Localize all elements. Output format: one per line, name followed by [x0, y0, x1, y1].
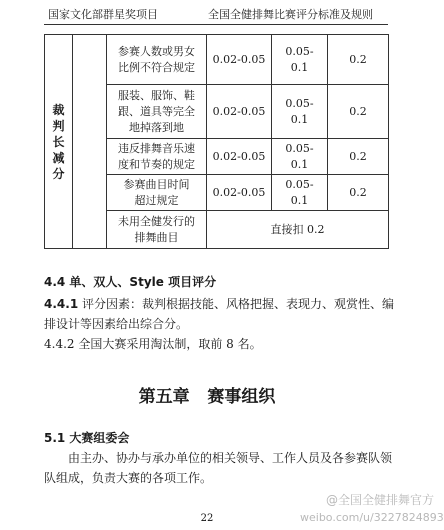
watermark-url: weibo.com/u/3227824893: [300, 511, 444, 524]
header-right: 全国全健排舞比赛评分标准及规则: [208, 8, 373, 21]
empty-column: [73, 35, 107, 249]
paragraph-5-1: 由主办、协办与承办单位的相关领导、工作人员及各参赛队领队组成，负责大赛的各项工作。: [44, 451, 393, 485]
row-description: 参赛曲目时间 超过规定: [107, 175, 207, 211]
item-number: 4.4.1: [44, 297, 79, 311]
category-cell: 裁 判 长 减 分: [45, 35, 73, 249]
value-cell: 0.2: [328, 35, 389, 85]
section-heading: 5.1 大赛组委会: [44, 431, 130, 445]
header-left: 国家文化部群星奖项目: [48, 8, 158, 21]
range-cell: 0.02-0.05: [207, 139, 272, 175]
watermark-account: @全国全健排舞官方: [326, 493, 435, 507]
row-description: 参赛人数或男女 比例不符合规定: [107, 35, 207, 85]
range-cell-2: 0.05- 0.1: [272, 139, 328, 175]
header-rule: [44, 24, 388, 25]
row-description: 违反排舞音乐速 度和节奏的规定: [107, 139, 207, 175]
value-cell: 0.2: [328, 139, 389, 175]
paragraph-4-4-2: 4.4.2 全国大赛采用淘汰制，取前 8 名。: [44, 337, 262, 351]
value-cell: 0.2: [328, 175, 389, 211]
merged-deduction-cell: 直接扣 0.2: [207, 211, 389, 249]
paragraph-4-4-1: [44, 294, 394, 334]
range-cell-2: 0.05- 0.1: [272, 85, 328, 139]
range-cell-2: 0.05- 0.1: [272, 35, 328, 85]
table-row: [45, 35, 389, 85]
value-cell: 0.2: [328, 85, 389, 139]
page-number: 22: [200, 513, 214, 524]
deduction-table: [44, 34, 389, 249]
chapter-title: 第五章 赛事组织: [138, 387, 276, 407]
range-cell-2: 0.05- 0.1: [272, 175, 328, 211]
item-text: 评分因素：裁判根据技能、风格把握、表现力、观赏性、编排设计等因素给出综合分。: [44, 297, 394, 331]
row-description: 未用全健发行的 排舞曲目: [107, 211, 207, 249]
range-cell: 0.02-0.05: [207, 85, 272, 139]
row-description: 服装、服饰、鞋 跟、道具等完全 地掉落到地: [107, 85, 207, 139]
range-cell: 0.02-0.05: [207, 175, 272, 211]
section-heading: 4.4 单、双人、Style 项目评分: [44, 275, 217, 289]
range-cell: 0.02-0.05: [207, 35, 272, 85]
